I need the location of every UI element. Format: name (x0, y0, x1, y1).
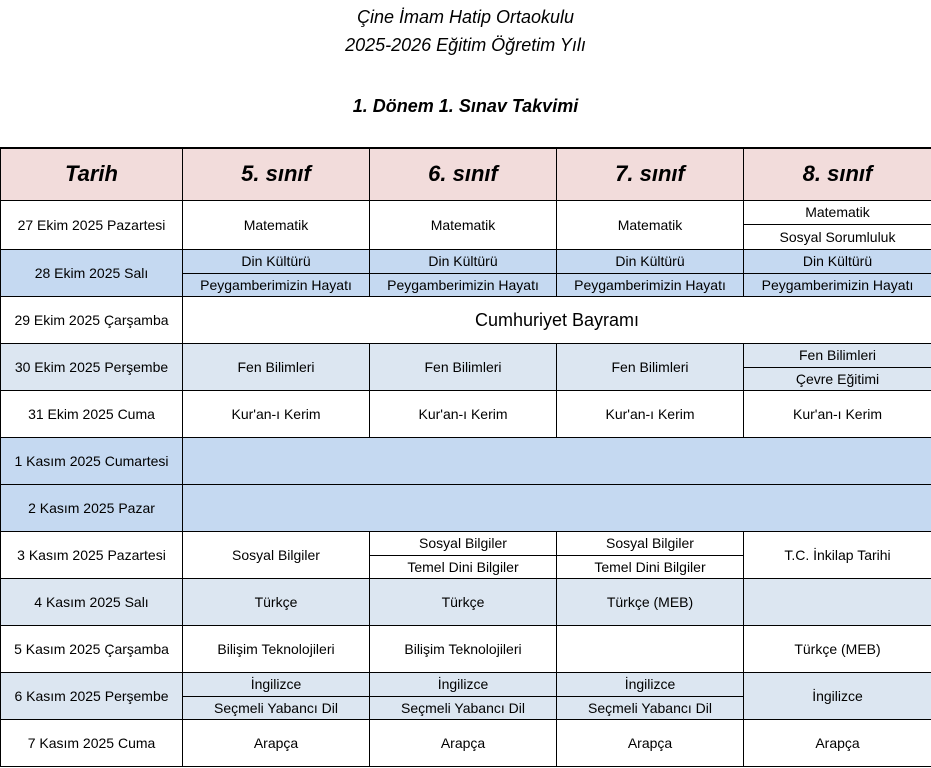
subject-entry: Matematik (805, 204, 870, 221)
subject-entry: Peygamberimizin Hayatı (557, 273, 743, 297)
subject-cell (183, 673, 370, 720)
subject-entry: Din Kültürü (241, 253, 311, 270)
subject-cell (557, 250, 744, 297)
subject-entry: Seçmeli Yabancı Dil (557, 696, 743, 720)
subject-cell: Sosyal Bilgiler (183, 532, 370, 579)
subject-cell (370, 673, 557, 720)
date-cell: 29 Ekim 2025 Çarşamba (1, 297, 183, 344)
table-row (1, 673, 931, 720)
subject-entry: Sosyal Bilgiler (419, 535, 507, 552)
table-row (1, 344, 931, 391)
subject-cell (183, 250, 370, 297)
school-name: Çine İmam Hatip Ortaokulu (356, 7, 575, 27)
table-row (1, 485, 931, 532)
subject-cell: Matematik (370, 200, 557, 250)
date-cell: 1 Kasım 2025 Cumartesi (1, 438, 183, 485)
subject-cell: Türkçe (MEB) (557, 579, 744, 626)
subject-cell: Kur'an-ı Kerim (557, 391, 744, 438)
subject-entry: İngilizce (624, 676, 676, 693)
subject-entry: İngilizce (250, 676, 302, 693)
subject-cell (744, 200, 931, 250)
subject-entry: Sosyal Sorumluluk (744, 224, 931, 249)
date-cell: 2 Kasım 2025 Pazar (1, 485, 183, 532)
subject-cell: T.C. İnkilap Tarihi (744, 532, 931, 579)
table-row (1, 579, 931, 626)
date-cell: 28 Ekim 2025 Salı (1, 250, 183, 297)
subject-cell (744, 344, 931, 391)
subject-entry: Temel Dini Bilgiler (370, 555, 556, 579)
subject-entry: Sosyal Bilgiler (606, 535, 694, 552)
table-row (1, 720, 931, 767)
subject-entry: Din Kültürü (615, 253, 685, 270)
subject-cell: Arapça (183, 720, 370, 767)
subject-cell: Türkçe (183, 579, 370, 626)
subject-cell: İngilizce (744, 673, 931, 720)
subject-cell: Fen Bilimleri (557, 344, 744, 391)
merged-cell (183, 485, 931, 532)
subject-cell (370, 250, 557, 297)
subject-entry: İngilizce (437, 676, 489, 693)
column-header-grade-7: 7. sınıf (557, 148, 744, 200)
subject-cell: Türkçe (MEB) (744, 626, 931, 673)
table-row (1, 438, 931, 485)
subject-cell: Kur'an-ı Kerim (370, 391, 557, 438)
subject-entry: Temel Dini Bilgiler (557, 555, 743, 579)
table-row (1, 250, 931, 297)
date-cell: 7 Kasım 2025 Cuma (1, 720, 183, 767)
column-header-grade-8: 8. sınıf (744, 148, 931, 200)
subject-cell: Bilişim Teknolojileri (183, 626, 370, 673)
subject-entry: Çevre Eğitimi (744, 367, 931, 391)
subject-cell: Matematik (557, 200, 744, 250)
date-cell: 6 Kasım 2025 Perşembe (1, 673, 183, 720)
subject-cell: Matematik (183, 200, 370, 250)
table-row (1, 626, 931, 673)
subject-cell: Arapça (557, 720, 744, 767)
subject-entry: Seçmeli Yabancı Dil (370, 696, 556, 720)
subject-cell (557, 626, 744, 673)
subject-cell: Türkçe (370, 579, 557, 626)
subject-cell (744, 579, 931, 626)
subject-entry: Din Kültürü (802, 253, 873, 270)
subject-cell: Fen Bilimleri (370, 344, 557, 391)
subject-cell (370, 532, 557, 579)
date-cell: 31 Ekim 2025 Cuma (1, 391, 183, 438)
exam-schedule-table (0, 147, 931, 767)
merged-cell: Cumhuriyet Bayramı (183, 297, 931, 344)
subject-entry: Fen Bilimleri (798, 347, 876, 364)
merged-cell (183, 438, 931, 485)
date-cell: 5 Kasım 2025 Çarşamba (1, 626, 183, 673)
subject-entry: Seçmeli Yabancı Dil (183, 696, 369, 720)
column-header-date: Tarih (1, 148, 183, 200)
column-header-grade-6: 6. sınıf (370, 148, 557, 200)
date-cell: 4 Kasım 2025 Salı (1, 579, 183, 626)
subject-cell (744, 250, 931, 297)
subject-cell: Kur'an-ı Kerim (744, 391, 931, 438)
subject-cell (557, 673, 744, 720)
subject-cell (557, 532, 744, 579)
table-header-row (1, 148, 931, 200)
academic-year: 2025-2026 Eğitim Öğretim Yılı (345, 35, 586, 55)
date-cell: 3 Kasım 2025 Pazartesi (1, 532, 183, 579)
subject-entry: Peygamberimizin Hayatı (744, 273, 931, 297)
table-row (1, 200, 931, 250)
page-title: 1. Dönem 1. Sınav Takvimi (352, 96, 579, 116)
table-row (1, 297, 931, 344)
table-row (1, 391, 931, 438)
subject-cell: Kur'an-ı Kerim (183, 391, 370, 438)
subject-entry: Peygamberimizin Hayatı (370, 273, 556, 297)
subject-cell: Arapça (744, 720, 931, 767)
subject-entry: Din Kültürü (428, 253, 498, 270)
subject-cell: Arapça (370, 720, 557, 767)
date-cell: 30 Ekim 2025 Perşembe (1, 344, 183, 391)
date-cell: 27 Ekim 2025 Pazartesi (1, 200, 183, 250)
column-header-grade-5: 5. sınıf (183, 148, 370, 200)
subject-entry: Peygamberimizin Hayatı (183, 273, 369, 297)
subject-cell: Fen Bilimleri (183, 344, 370, 391)
subject-cell: Bilişim Teknolojileri (370, 626, 557, 673)
table-row (1, 532, 931, 579)
